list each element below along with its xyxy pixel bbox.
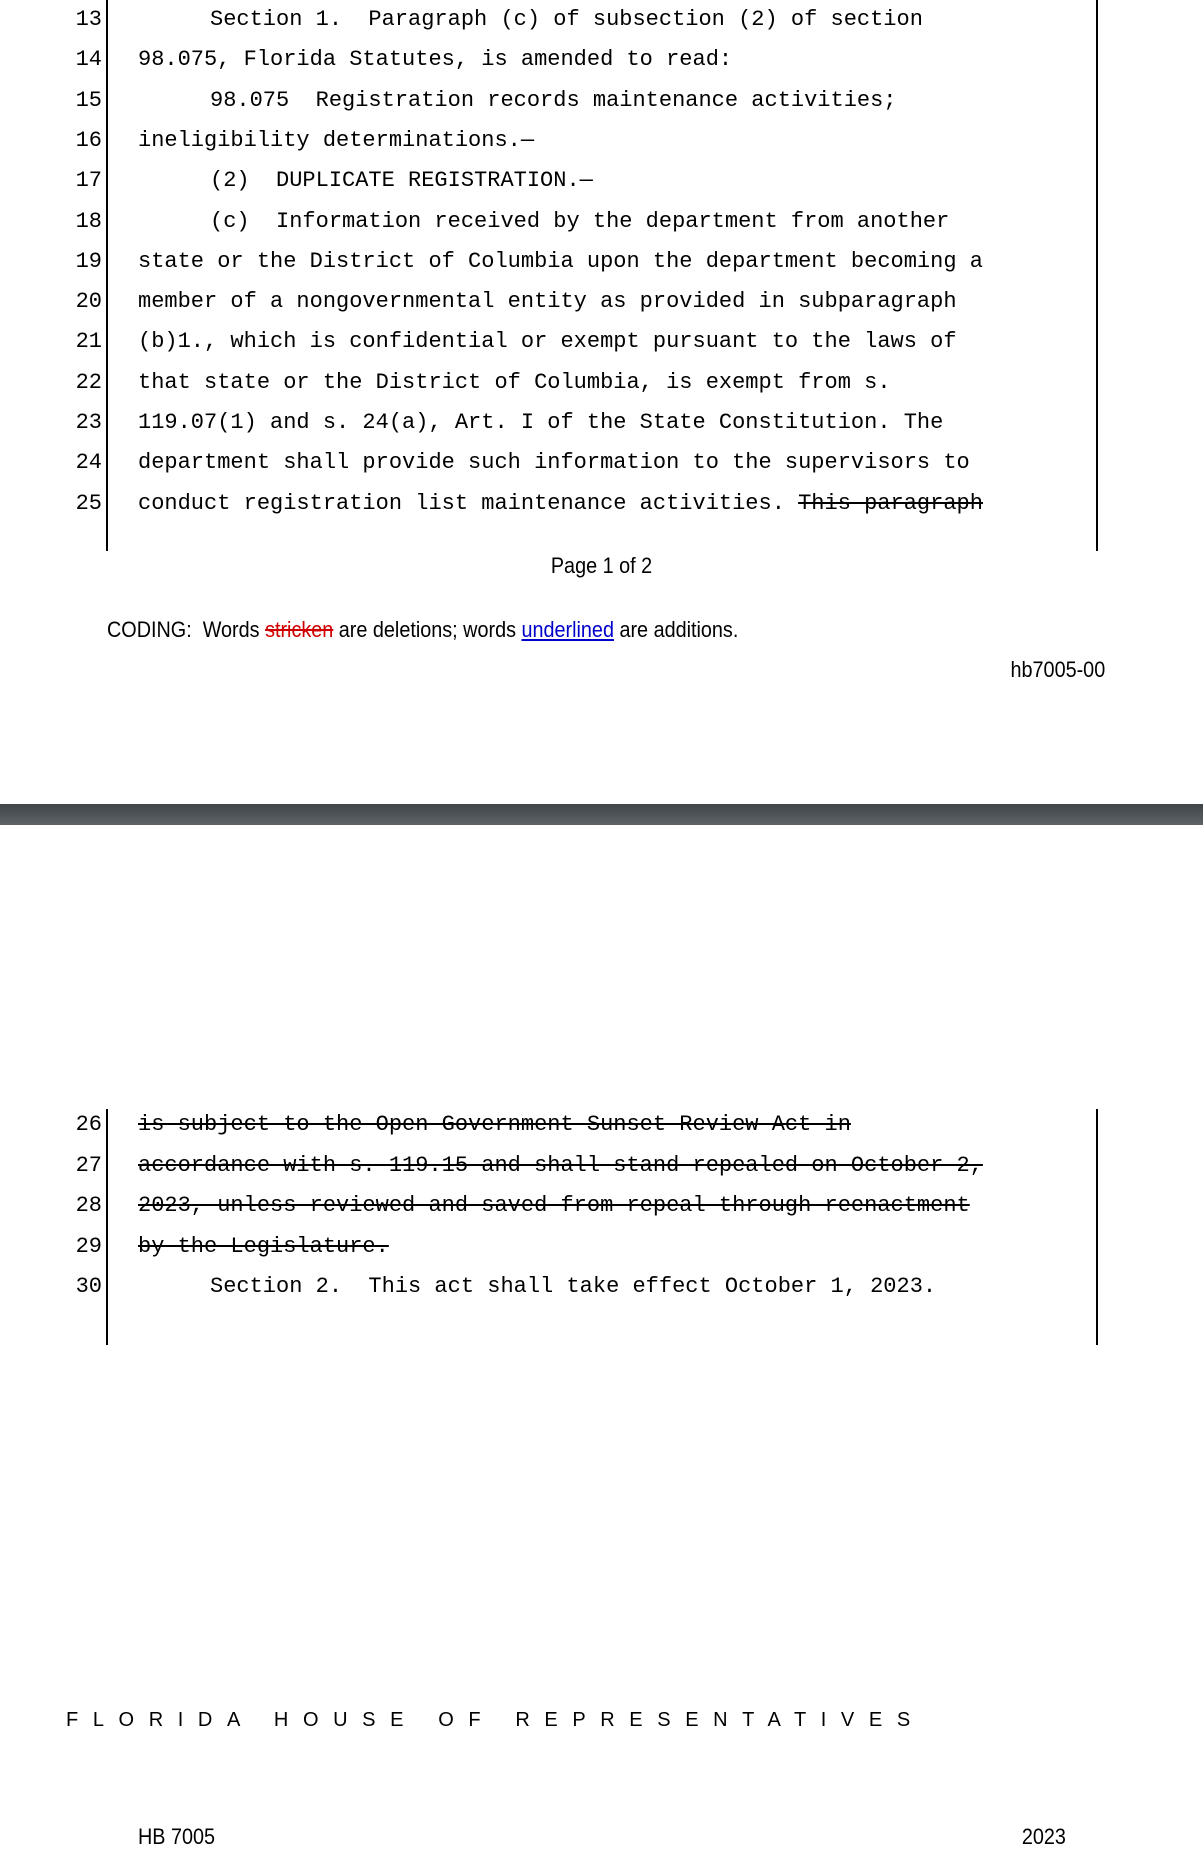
line-text-content: department shall provide such information to the supervisors to [138,450,970,476]
line-number: 26 [75,1112,102,1137]
coding-legend [107,614,738,646]
deleted-text: is subject to the Open Government Sunset Review Act in [138,1112,851,1137]
bill-line [0,1186,1203,1226]
coding-suffix: are additions. [613,617,739,642]
line-text-content: (c) Information received by the department from another [210,208,950,234]
line-number: 18 [75,208,102,234]
line-text [138,1227,389,1267]
bill-line [0,443,1203,483]
coding-stricken-example: stricken [265,617,334,642]
document-page-1 [0,0,1203,804]
bill-line [0,322,1203,362]
bill-line [0,403,1203,443]
line-text [138,484,983,524]
line-text-content: conduct registration list maintenance activities. [138,490,799,516]
bill-line [0,121,1203,161]
line-number: 20 [75,289,102,315]
bill-line [0,1105,1203,1145]
bill-year: 2023 [1021,1824,1066,1849]
line-number: 25 [75,490,102,516]
line-text-content: 119.07(1) and s. 24(a), Art. I of the State Constitution. The [138,410,944,435]
line-number: 14 [75,47,102,73]
line-text-content: member of a nongovernmental entity as provided in subparagraph [138,289,957,315]
bill-line [0,1146,1203,1186]
bill-number: HB 7005 [138,1824,216,1849]
line-text-content: 98.075 Registration records maintenance activities; [210,87,897,113]
coding-underlined-example: underlined [521,617,614,642]
line-number: 30 [75,1274,102,1299]
line-number: 17 [75,168,102,194]
line-text [210,161,593,201]
deleted-text: 2023, unless reviewed and saved from repeal through reenactment [138,1193,970,1218]
line-number: 21 [75,329,102,355]
bill-line [0,81,1203,121]
line-number: 13 [75,7,102,32]
line-text [138,443,970,483]
bill-line [0,1267,1203,1307]
line-number: 24 [75,450,102,476]
bill-line [0,1227,1203,1267]
house-title: FLORIDA HOUSE OF REPRESENTATIVES [66,1709,925,1731]
coding-prefix: CODING: Words [107,617,266,642]
line-number: 22 [75,369,102,395]
line-text [210,81,897,121]
line-number: 23 [75,410,102,435]
coding-middle: are deletions; words [333,617,522,642]
line-number: 15 [75,87,102,113]
line-number: 19 [75,248,102,274]
line-text [138,403,943,443]
bill-line [0,282,1203,322]
line-text [210,0,923,40]
deleted-text: This paragraph [798,490,983,516]
bill-line [0,202,1203,242]
line-text [138,1105,851,1145]
line-number: 29 [75,1233,102,1259]
line-text-content: Section 2. This act shall take effect October 1, 2023. [210,1274,937,1299]
line-text [138,1146,983,1186]
document-page-2 [0,825,1203,1849]
page-separator [0,804,1203,825]
deleted-text: by the Legislature. [138,1233,389,1259]
line-text [138,242,983,282]
line-text-content: 98.075, Florida Statutes, is amended to read: [138,47,733,73]
line-number: 16 [75,127,102,153]
line-text-content: Section 1. Paragraph (c) of subsection (2) of section [210,7,923,32]
line-text-content: state or the District of Columbia upon the department becoming a [138,248,983,274]
line-text-content: ineligibility determinations.— [138,127,535,153]
bill-line [0,242,1203,282]
line-text [138,1186,970,1226]
bill-line [0,40,1203,80]
line-text-content: (2) DUPLICATE REGISTRATION.— [210,168,593,194]
deleted-text: accordance with s. 119.15 and shall stand repealed on October 2, [138,1152,983,1178]
line-text [210,202,949,242]
line-number: 28 [75,1193,102,1218]
bill-line [0,0,1203,40]
line-text [138,363,891,403]
page-number-label: Page 1 of 2 [550,553,653,578]
line-number: 27 [75,1152,102,1178]
line-text [138,121,534,161]
line-text-content: (b)1., which is confidential or exempt pursuant to the laws of [138,329,957,355]
line-text [210,1267,936,1307]
line-text [138,40,732,80]
bill-line [0,363,1203,403]
bill-line [0,161,1203,201]
line-text-content: that state or the District of Columbia, is exempt from s. [138,369,891,395]
line-text [138,322,957,362]
bill-code-id: hb7005-00 [1010,657,1105,682]
bill-line [0,484,1203,524]
line-text [138,282,957,322]
